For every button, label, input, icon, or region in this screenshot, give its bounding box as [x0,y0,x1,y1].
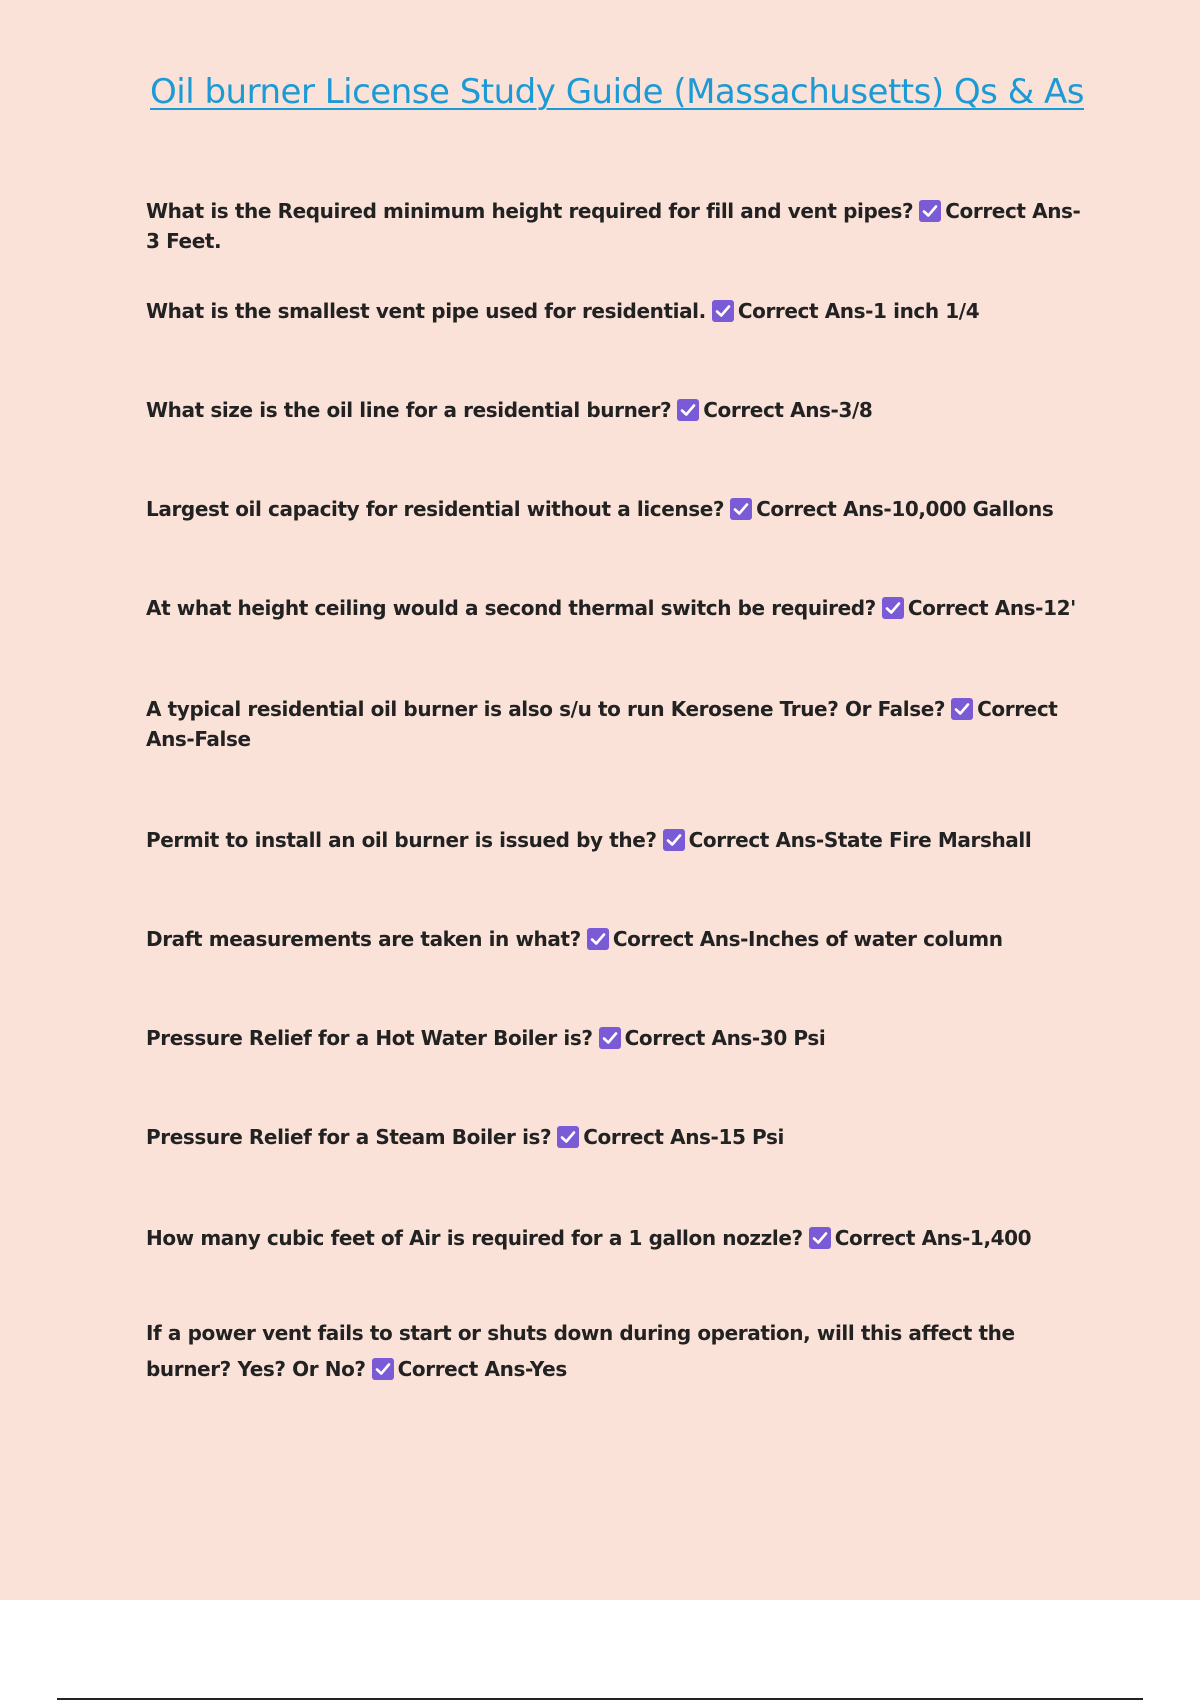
qa-item-11 [146,1223,1086,1253]
checkbox-checked-icon [372,1358,394,1380]
answer-text: Correct Ans-1 inch 1/4 [737,299,980,323]
checkbox-checked-icon [919,200,941,222]
qa-item-5 [146,593,1086,623]
question-text: Draft measurements are taken in what? [146,927,581,951]
answer-text: Correct Ans-3/8 [703,398,873,422]
question-text: A typical residential oil burner is also s/u to run Kerosene True? Or False? [146,697,946,721]
checkbox-checked-icon [882,597,904,619]
question-text: Pressure Relief for a Steam Boiler is? [146,1125,552,1149]
answer-text: Correct Ans-12' [907,596,1076,620]
answer-text: Correct Ans-False [146,697,1058,751]
checkbox-checked-icon [557,1126,579,1148]
answer-text: Correct Ans-Inches of water column [612,927,1003,951]
answer-text: Correct Ans-15 Psi [583,1125,784,1149]
question-text: At what height ceiling would a second thermal switch be required? [146,596,876,620]
document-title: Oil burner License Study Guide (Massachusetts) Qs & As [150,72,1084,112]
checkbox-checked-icon [663,829,685,851]
qa-item-9 [146,1023,1086,1053]
answer-text: Correct Ans-3 Feet. [146,199,1081,253]
checkbox-checked-icon [712,300,734,322]
answer-text: Correct Ans-30 Psi [624,1026,826,1050]
answer-text: Correct Ans-Yes [397,1357,567,1381]
qa-item-2 [146,296,1086,326]
answer-text: Correct Ans-10,000 Gallons [756,497,1054,521]
qa-item-10 [146,1122,1086,1152]
question-text: What is the Required minimum height required for fill and vent pipes? [146,199,914,223]
qa-item-12 [146,1315,1086,1387]
qa-item-6 [146,694,1086,754]
checkbox-checked-icon [599,1027,621,1049]
question-text: Permit to install an oil burner is issued by the? [146,828,657,852]
question-text: What is the smallest vent pipe used for residential. [146,299,706,323]
answer-text: Correct Ans-1,400 [834,1226,1032,1250]
checkbox-checked-icon [730,498,752,520]
checkbox-checked-icon [677,399,699,421]
checkbox-checked-icon [587,928,609,950]
question-text: What size is the oil line for a residential burner? [146,398,672,422]
qa-item-7 [146,825,1086,855]
checkbox-checked-icon [809,1227,831,1249]
qa-item-8 [146,924,1086,954]
question-text: Pressure Relief for a Hot Water Boiler is? [146,1026,593,1050]
answer-text: Correct Ans-State Fire Marshall [688,828,1032,852]
checkbox-checked-icon [951,698,973,720]
question-text: Largest oil capacity for residential without a license? [146,497,725,521]
question-text: How many cubic feet of Air is required for a 1 gallon nozzle? [146,1226,803,1250]
qa-item-3 [146,395,1086,425]
qa-item-1 [146,196,1086,256]
question-text: If a power vent fails to start or shuts down during operation, will this affect the burner? Yes? Or No? [146,1321,1015,1381]
qa-item-4 [146,494,1086,524]
